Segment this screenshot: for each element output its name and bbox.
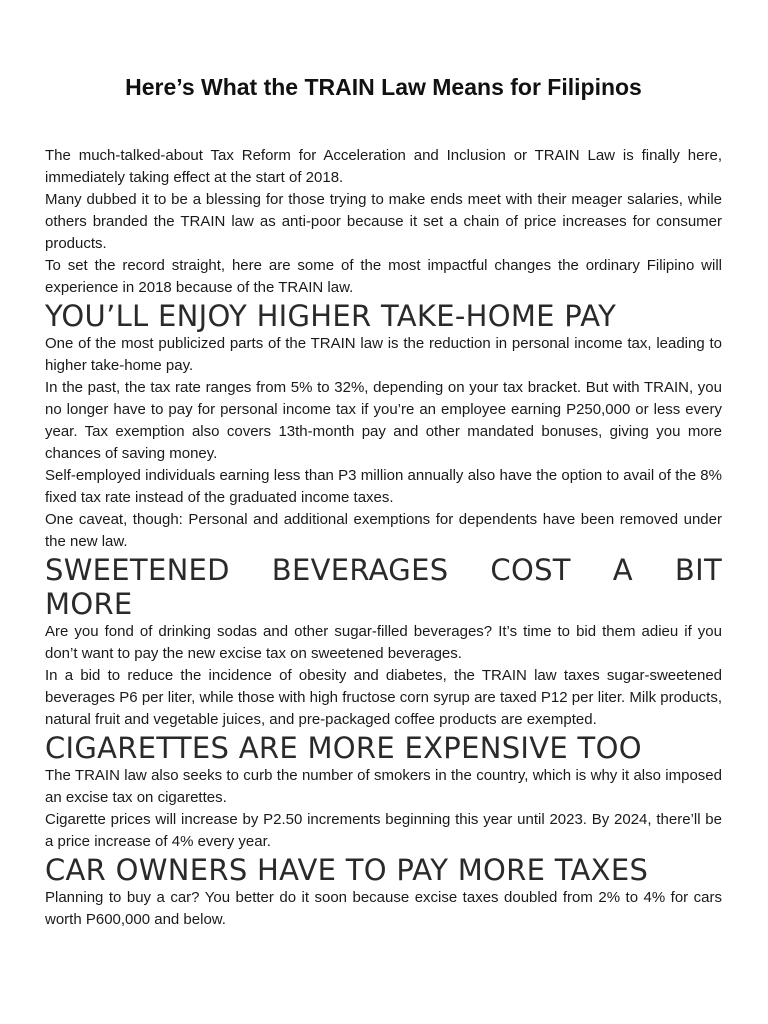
section-heading: CAR OWNERS HAVE TO PAY MORE TAXES: [45, 853, 649, 887]
section-paragraph: Cigarette prices will increase by P2.50 increments beginning this year until 2023. By 2024, there’ll be a price increase of 4% every year.: [45, 811, 722, 850]
section-heading: CIGARETTES ARE MORE EXPENSIVE TOO: [45, 731, 642, 765]
intro-paragraph: The much-talked-about Tax Reform for Acceleration and Inclusion or TRAIN Law is finally here, immediately taking effect at the start of 2018.: [45, 147, 722, 186]
intro-paragraph: To set the record straight, here are some of the most impactful changes the ordinary Filipino will experience in 2018 because of the TRAIN law.: [45, 257, 722, 296]
section-sweetened-beverages: [45, 553, 722, 731]
section-paragraph: The TRAIN law also seeks to curb the number of smokers in the country, which is why it also imposed an excise tax on cigarettes.: [45, 767, 722, 806]
section-car-owners: [45, 853, 722, 931]
section-take-home-pay: [45, 299, 722, 553]
section-heading: YOU’LL ENJOY HIGHER TAKE-HOME PAY: [45, 299, 617, 333]
section-paragraph: In the past, the tax rate ranges from 5% to 32%, depending on your tax bracket. But with TRAIN, you no longer have to pay for personal income tax if you’re an employee earning P250,000 or less every year. Tax exemption also covers 13th-month pay and other mandated bonuses, giving you more chances of saving money.: [45, 379, 722, 462]
document-title: Here’s What the TRAIN Law Means for Filipinos: [125, 74, 642, 100]
section-paragraph: One caveat, though: Personal and additional exemptions for dependents have been removed under the new law.: [45, 511, 722, 550]
section-paragraph: Planning to buy a car? You better do it soon because excise taxes doubled from 2% to 4% for cars worth P600,000 and below.: [45, 889, 722, 928]
section-cigarettes: [45, 731, 722, 853]
intro-section: [45, 145, 722, 299]
section-paragraph: Are you fond of drinking sodas and other sugar-filled beverages? It’s time to bid them adieu if you don’t want to pay the new excise tax on sweetened beverages.: [45, 623, 722, 662]
section-paragraph: Self-employed individuals earning less than P3 million annually also have the option to avail of the 8% fixed tax rate instead of the graduated income taxes.: [45, 467, 722, 506]
section-paragraph: One of the most publicized parts of the TRAIN law is the reduction in personal income tax, leading to higher take-home pay.: [45, 335, 722, 374]
section-paragraph: In a bid to reduce the incidence of obesity and diabetes, the TRAIN law taxes sugar-sweetened beverages P6 per liter, while those with high fructose corn syrup are taxed P12 per liter. Milk products, natural fruit and vegetable juices, and pre-packaged coffee products are exempted.: [45, 667, 722, 728]
document-page: [45, 68, 722, 931]
intro-paragraph: Many dubbed it to be a blessing for those trying to make ends meet with their meager salaries, while others branded the TRAIN law as anti-poor because it set a chain of price increases for consumer products.: [45, 191, 722, 252]
section-heading: SWEETENED BEVERAGES COST A BIT MORE: [45, 553, 722, 621]
